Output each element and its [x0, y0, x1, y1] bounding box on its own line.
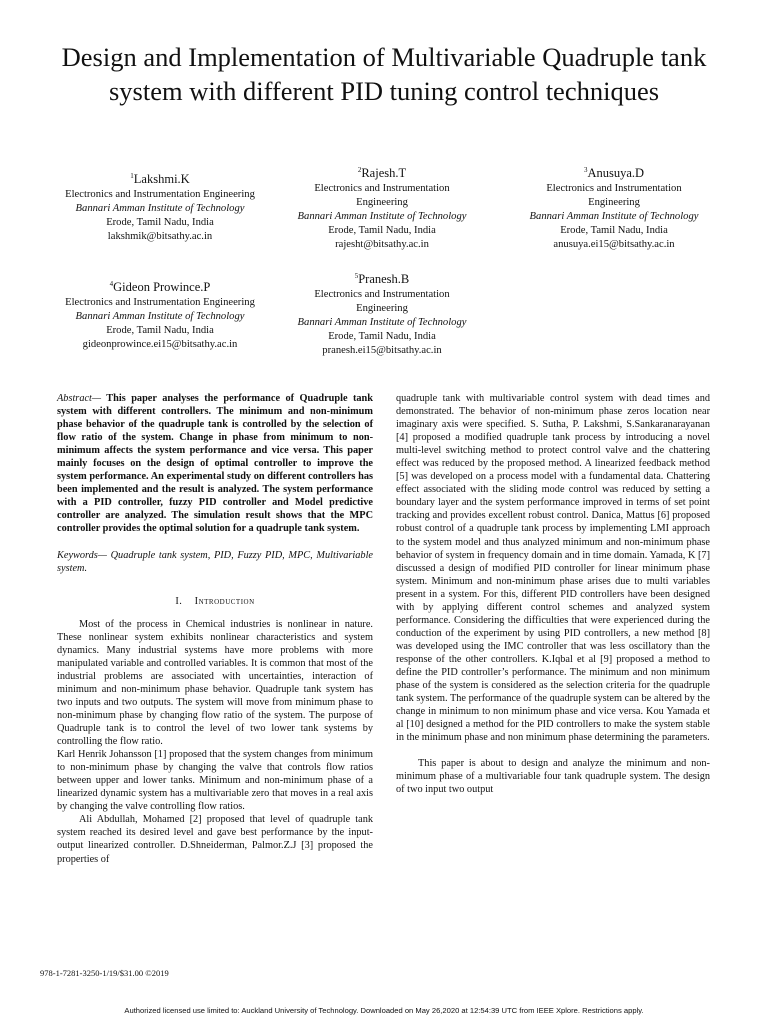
author-name: $^3$Anusuya.D	[583, 166, 645, 181]
author-email[interactable]: rajesht@bitsathy.ac.in	[335, 239, 429, 251]
paper-title: Design and Implementation of Multivariable Quadruple tank system with different PID tuning control techniques	[61, 42, 707, 106]
license-footer: Authorized licensed use limited to: Auckland University of Technology. Downloaded on May 26,2020 at 12:54:39 UTC from IEEE Xplore. Restrictions apply.	[124, 1006, 644, 1015]
author-name: $^4$Gideon Prowince.P	[109, 280, 211, 295]
author-dept: Electronics and Instrumentation Engineering	[65, 297, 255, 309]
author-institution: Bannari Amman Institute of Technology	[75, 203, 245, 215]
right-column	[396, 392, 710, 796]
author-location: Erode, Tamil Nadu, India	[106, 217, 214, 229]
author-dept: Electronics and Instrumentation Engineering	[65, 189, 255, 201]
author-location: Erode, Tamil Nadu, India	[328, 225, 436, 237]
section-heading: I. Introduction	[175, 595, 255, 607]
author-name: $^1$Lakshmi.K	[130, 172, 190, 187]
author-block	[292, 268, 472, 358]
keywords: Keywords— Quadruple tank system, PID, Fuzzy PID, MPC, Multivariable system.	[57, 549, 373, 574]
body-paragraph: This paper is about to design and analyze the minimum and non-minimum phase of a multivariable four tank quadruple system. The design of two input two output	[396, 758, 710, 796]
left-column	[57, 392, 373, 866]
author-email[interactable]: pranesh.ei15@bitsathy.ac.in	[322, 345, 442, 357]
author-institution: Bannari Amman Institute of Technology	[297, 317, 467, 329]
author-email[interactable]: anusuya.ei15@bitsathy.ac.in	[553, 239, 675, 251]
body-paragraph: Most of the process in Chemical industries is nonlinear in nature. These nonlinear system exhibits nonlinear characteristics and system dynamics. Many industrial systems have more problems with more manipulated variable and controlled variables. It is common that most of the industrial problems are associated with uncertainties, interaction of minimum and non-minimum phase behavior. Quadruple tank system has two inputs and two outputs. The system will move from minimum phase to non-minimum phase by changing flow ratio of the system. The purpose of Quadruple tank is to control the level of two lower tank systems by controlling the flow ratio.	[57, 618, 373, 748]
author-block	[522, 162, 706, 252]
author-email[interactable]: lakshmik@bitsathy.ac.in	[107, 231, 213, 243]
isbn-footer: 978-1-7281-3250-1/19/$31.00 ©2019	[40, 968, 169, 978]
body-paragraph: Ali Abdullah, Mohamed [2] proposed that level of quadruple tank system reached its desired level and gave best performance by the input-output linearized controller. D.Shneiderman, Palmor.Z.J [3] proposed the properties of	[57, 814, 373, 865]
abstract-text: This paper analyses the performance of Quadruple tank system with different controllers. The minimum and non-minimum phase behavior of the quadruple tank is controlled by the selection of flow ratio of the system. Change in phase from minimum to non-minimum affects the system performance and vice versa. This paper mainly focuses on the design of optimal controller to improve the system performance. An experimental study on different controllers has been implemented and the result is analyzed. The system performance with a PID controller, fuzzy PID controller and Model predictive controller are analyzed. The simulation result shows that the MPC controller provides the optimal solution for a quadruple tank system.	[57, 393, 373, 535]
abstract	[57, 392, 373, 536]
author-dept: Electronics and Instrumentation Engineering	[314, 183, 450, 209]
author-institution: Bannari Amman Institute of Technology	[75, 311, 245, 323]
author-name: $^5$Pranesh.B	[354, 272, 410, 287]
author-institution: Bannari Amman Institute of Technology	[529, 211, 699, 223]
abstract-lead: Abstract—	[57, 393, 102, 404]
author-institution: Bannari Amman Institute of Technology	[297, 211, 467, 223]
author-block	[50, 168, 270, 244]
author-location: Erode, Tamil Nadu, India	[328, 331, 436, 343]
author-location: Erode, Tamil Nadu, India	[106, 325, 214, 337]
body-paragraph: Karl Henrik Johansson [1] proposed that the system changes from minimum to non-minimum phase by changing the valve that controls flow ratios between upper and lower tanks. Minimum and non-minimum phase of a linearized dynamic system has a multivariable zero that moves in a real axis by changing the valve controlling flow ratios.	[57, 749, 373, 813]
author-email[interactable]: gideonprowince.ei15@bitsathy.ac.in	[82, 339, 238, 351]
author-location: Erode, Tamil Nadu, India	[560, 225, 668, 237]
author-block	[292, 162, 472, 252]
author-name: $^2$Rajesh.T	[357, 166, 407, 181]
author-dept: Electronics and Instrumentation Engineering	[314, 289, 450, 315]
author-block	[50, 276, 270, 352]
author-dept: Electronics and Instrumentation Engineering	[546, 183, 682, 209]
body-paragraph: quadruple tank with multivariable control system with dead times and demonstrated. The behavior of non-minimum phase zeros location near imaginary axis were specified. S. Sutha, P. Lakshmi, S.Sankaranarayanan [4] proposed a modified quadruple tank process by introducing a novel multi-level switching method to protect control valve and the chattering effect was reduced by the proposed method. A linearized feedback method [5] was developed on a process model with a fundamental data. Chattering effect associated with the sliding mode control was reduced by setting a boundary layer and the system performance improved in terms of set point tracking and provides excellent robust control. Danica, Mattus [6] proposed robust control of a quadruple tank process by implementing LMI approach to the system model and thus analyzed minimum and non-minimum phase behavior of system in frequency domain and in time domain. Yamada, K [7] discussed a design of modified PID controller for linear minimum phase system. Minimum and non-minimum phase arises due to multi variables present in a system. For this, different PID controllers have been designed with by applying different control schemes and analyzed system performance. Considering the difficulties that were experienced during the conduction of the experiment by using PID controllers, a new method [8] was developed using the IMC controller that was less oscillatory than the response of the other controllers. K.Iqbal et al [9] proposed a method to define the PID controller’s performance. The minimum and non minimum phase of the system is considered as the selection criteria for the quadruple tank system. The performance of the quadruple system can be altered by the change in minimum to non minimum phase and vice versa. Kou Yamada et al [10] designed a method for the PID controllers to make the system stable in the minimum phase and non minimum phase determining the parameters.	[396, 393, 710, 744]
